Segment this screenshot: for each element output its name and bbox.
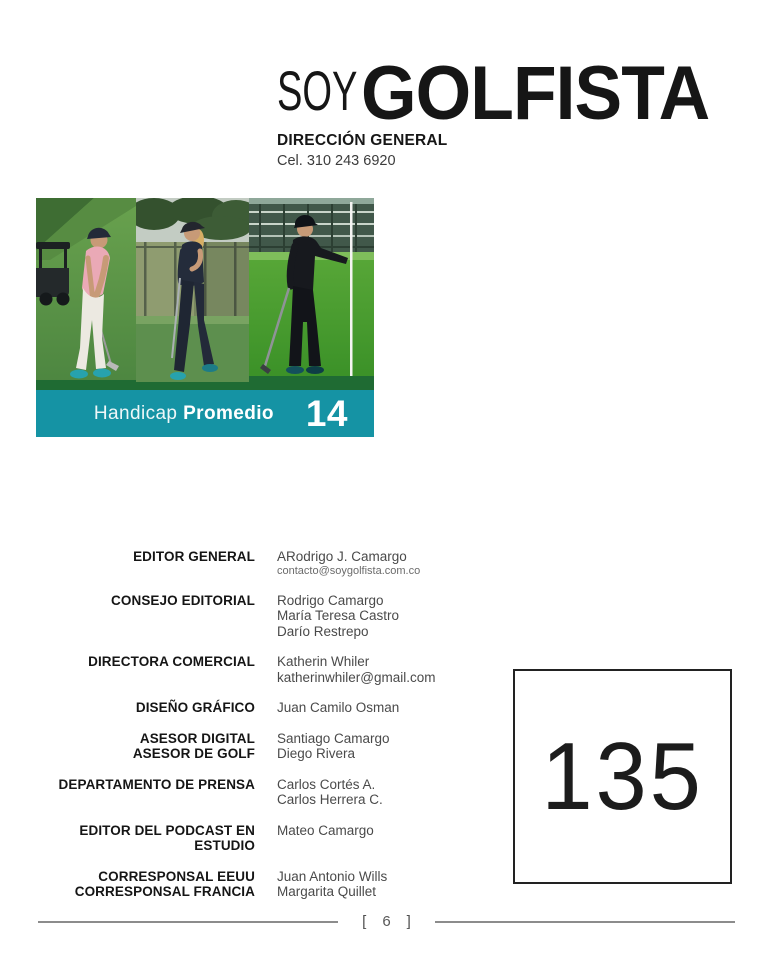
credit-name: Carlos Cortés A. bbox=[277, 776, 376, 792]
credit-role: CORRESPONSAL FRANCIA bbox=[74, 884, 255, 899]
credit-name: Darío Restrepo bbox=[277, 623, 369, 639]
credit-role: CONSEJO EDITORIAL bbox=[111, 592, 255, 608]
logo-word-golfista: GOLFISTA bbox=[361, 51, 710, 136]
page-number-indicator bbox=[362, 913, 411, 930]
page-footer bbox=[38, 913, 735, 930]
credit-email: contacto@soygolfista.com.co bbox=[277, 564, 421, 577]
credit-name: María Teresa Castro bbox=[277, 608, 400, 623]
photo-strip bbox=[36, 198, 374, 390]
handicap-banner-label bbox=[36, 403, 306, 425]
credit-row-prensa bbox=[36, 777, 466, 808]
page-number-close-bracket: ] bbox=[406, 913, 411, 930]
credit-row-directora-comercial bbox=[36, 654, 466, 685]
masthead bbox=[277, 51, 732, 169]
credit-name: Rodrigo Camargo bbox=[277, 592, 384, 608]
credit-role: ASESOR DIGITAL bbox=[139, 730, 255, 746]
masthead-phone: Cel. 310 243 6920 bbox=[277, 153, 396, 169]
photo-golfer-woman-navy-outfit bbox=[136, 198, 249, 390]
page-number-open-bracket: [ bbox=[362, 913, 367, 930]
credit-name: Diego Rivera bbox=[277, 746, 356, 761]
credit-row-editor-general bbox=[36, 549, 466, 578]
credit-name: Santiago Camargo bbox=[277, 730, 390, 746]
photo-module bbox=[36, 198, 374, 437]
credit-name: Katherin Whiler bbox=[277, 654, 370, 669]
issue-number-box bbox=[513, 669, 732, 884]
handicap-label-regular: Handicap bbox=[93, 402, 178, 424]
credit-email: katherinwhiler@gmail.com bbox=[277, 669, 436, 685]
credit-role: ASESOR DE GOLF bbox=[132, 746, 255, 761]
credit-role: EDITOR DEL PODCAST EN ESTUDIO bbox=[79, 822, 255, 853]
photo-golfer-black-jacket-flagstick bbox=[249, 198, 374, 390]
page-number: 6 bbox=[382, 913, 391, 930]
credit-role: DEPARTAMENTO DE PRENSA bbox=[58, 776, 255, 792]
credit-role: CORRESPONSAL EEUU bbox=[98, 868, 255, 884]
credit-role: DIRECTORA COMERCIAL bbox=[88, 654, 255, 669]
handicap-label-bold: Promedio bbox=[183, 402, 274, 424]
credit-row-consejo-editorial bbox=[36, 593, 466, 640]
staff-credits bbox=[36, 549, 466, 915]
credit-role: EDITOR GENERAL bbox=[133, 549, 255, 564]
credit-name: Carlos Herrera C. bbox=[277, 792, 383, 807]
logo-word-soy: SOY bbox=[277, 59, 358, 122]
credit-role: DISEÑO GRÁFICO bbox=[135, 700, 255, 715]
footer-rule-right bbox=[435, 921, 735, 923]
handicap-value: 14 bbox=[305, 392, 348, 434]
credit-row-corresponsales bbox=[36, 869, 466, 900]
magazine-logo bbox=[277, 51, 732, 136]
credit-name: Mateo Camargo bbox=[277, 822, 374, 838]
photo-golfer-pink-polo-chipping bbox=[36, 198, 136, 390]
credit-name: ARodrigo J. Camargo bbox=[277, 549, 407, 564]
credit-row-diseno-grafico bbox=[36, 700, 466, 716]
handicap-banner bbox=[36, 390, 374, 437]
credit-row-asesores bbox=[36, 731, 466, 762]
credit-row-podcast bbox=[36, 823, 466, 854]
credit-name: Margarita Quillet bbox=[277, 884, 377, 899]
footer-rule-left bbox=[38, 921, 338, 923]
credit-name: Juan Camilo Osman bbox=[277, 700, 400, 715]
masthead-department: DIRECCIÓN GENERAL bbox=[277, 132, 448, 149]
issue-number: 135 bbox=[541, 722, 704, 830]
credit-name: Juan Antonio Wills bbox=[277, 868, 388, 884]
